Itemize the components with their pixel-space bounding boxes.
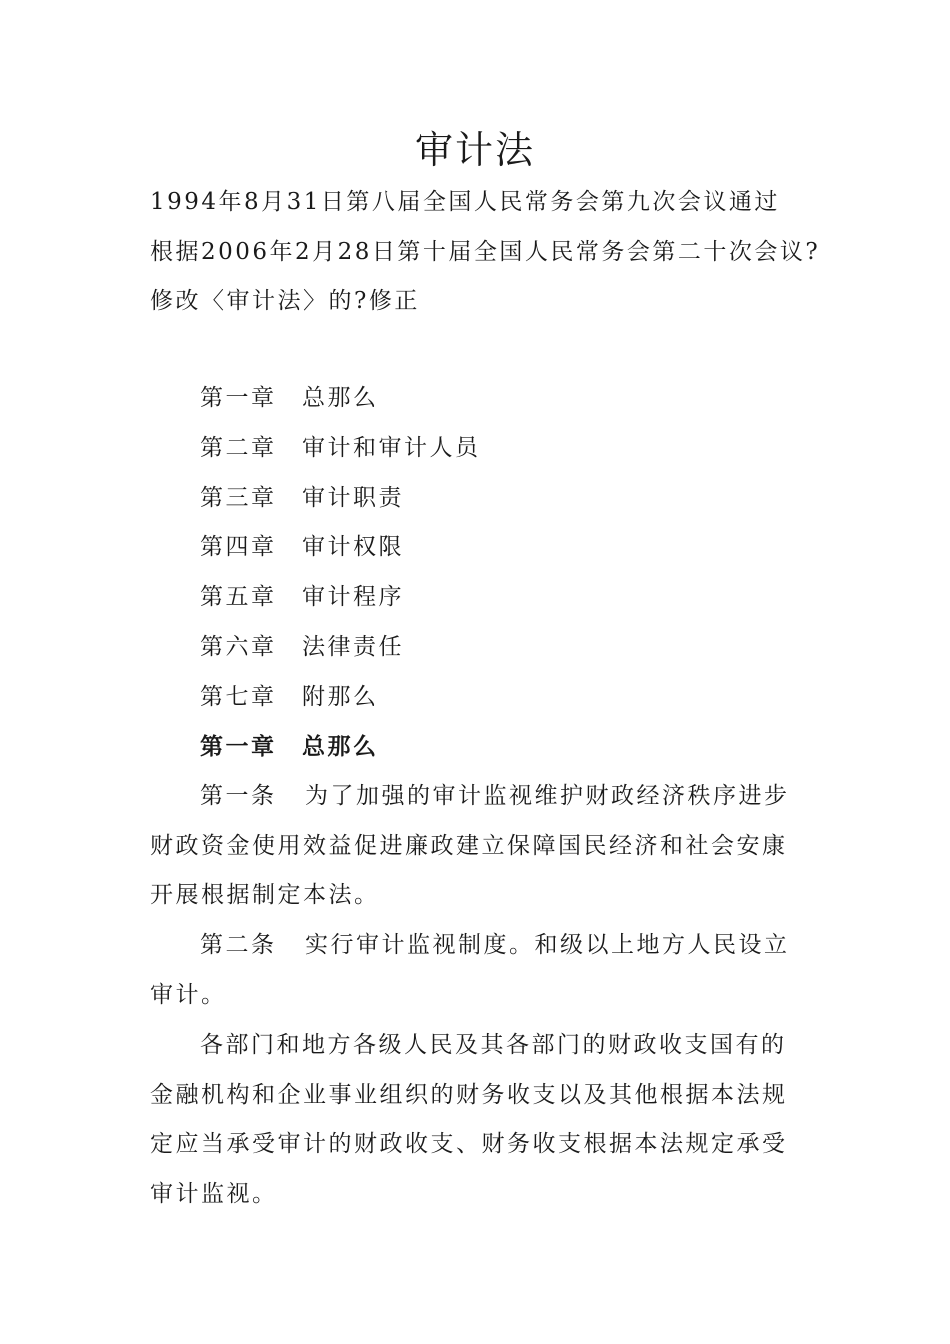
article-line: 开展根据制定本法。 xyxy=(150,882,380,909)
toc-chapter-name: 总那么 xyxy=(302,385,379,411)
article-line: 财政资金使用效益促进廉政建立保障国民经济和社会安康 xyxy=(150,832,788,859)
article-line xyxy=(150,772,810,822)
document-title: 审计法 xyxy=(414,128,535,172)
table-of-contents xyxy=(200,374,810,723)
toc-chapter-number: 第七章 xyxy=(200,683,277,710)
intro-block xyxy=(150,178,821,327)
document-body xyxy=(150,722,810,1220)
toc-chapter-name: 附那么 xyxy=(302,683,379,710)
toc-chapter-number: 第三章 xyxy=(200,484,277,511)
toc-item xyxy=(200,573,810,623)
toc-chapter-name: 法律责任 xyxy=(302,633,404,660)
paragraph-line: 定应当承受审计的财政收支、财务收支根据本法规定承受 xyxy=(150,1131,788,1158)
paragraph-line: 金融机构和企业事业组织的财务收支以及其他根据本法规 xyxy=(150,1081,788,1108)
intro-line: 修改〈审计法〉的?修正 xyxy=(150,288,420,314)
toc-chapter-number: 第五章 xyxy=(200,584,277,611)
toc-item xyxy=(200,673,810,723)
article-label: 第二条 xyxy=(200,932,277,959)
intro-line: 根据2006年2月28日第十届全国人民常务会第二十次会议? xyxy=(150,238,821,265)
article-text: 为了加强的审计监视维护财政经济秩序进步 xyxy=(305,782,790,809)
toc-item xyxy=(200,374,810,424)
toc-chapter-name: 审计程序 xyxy=(302,584,404,611)
paragraph-line: 审计监视。 xyxy=(150,1181,278,1208)
article-line xyxy=(150,921,810,971)
toc-chapter-number: 第六章 xyxy=(200,633,277,660)
toc-chapter-number: 第二章 xyxy=(200,434,277,461)
toc-item xyxy=(200,623,810,673)
article-line: 审计。 xyxy=(150,981,227,1008)
paragraph-line: 各部门和地方各级人民及其各部门的财政收支国有的 xyxy=(200,1031,787,1058)
toc-chapter-number: 第一章 xyxy=(200,385,277,411)
intro-line: 1994年8月31日第八届全国人民常务会第九次会议通过 xyxy=(150,189,780,215)
chapter-heading xyxy=(150,722,810,772)
toc-chapter-name: 审计和审计人员 xyxy=(302,434,481,461)
toc-item xyxy=(200,523,810,573)
toc-chapter-number: 第四章 xyxy=(200,534,277,561)
toc-item xyxy=(200,474,810,524)
chapter-heading-name: 总那么 xyxy=(302,733,379,760)
article-label: 第一条 xyxy=(200,782,277,809)
chapter-heading-number: 第一章 xyxy=(200,733,277,760)
article-text: 实行审计监视制度。和级以上地方人民设立 xyxy=(305,932,790,959)
toc-chapter-name: 审计权限 xyxy=(302,534,404,561)
toc-item xyxy=(200,424,810,474)
toc-chapter-name: 审计职责 xyxy=(302,484,404,511)
